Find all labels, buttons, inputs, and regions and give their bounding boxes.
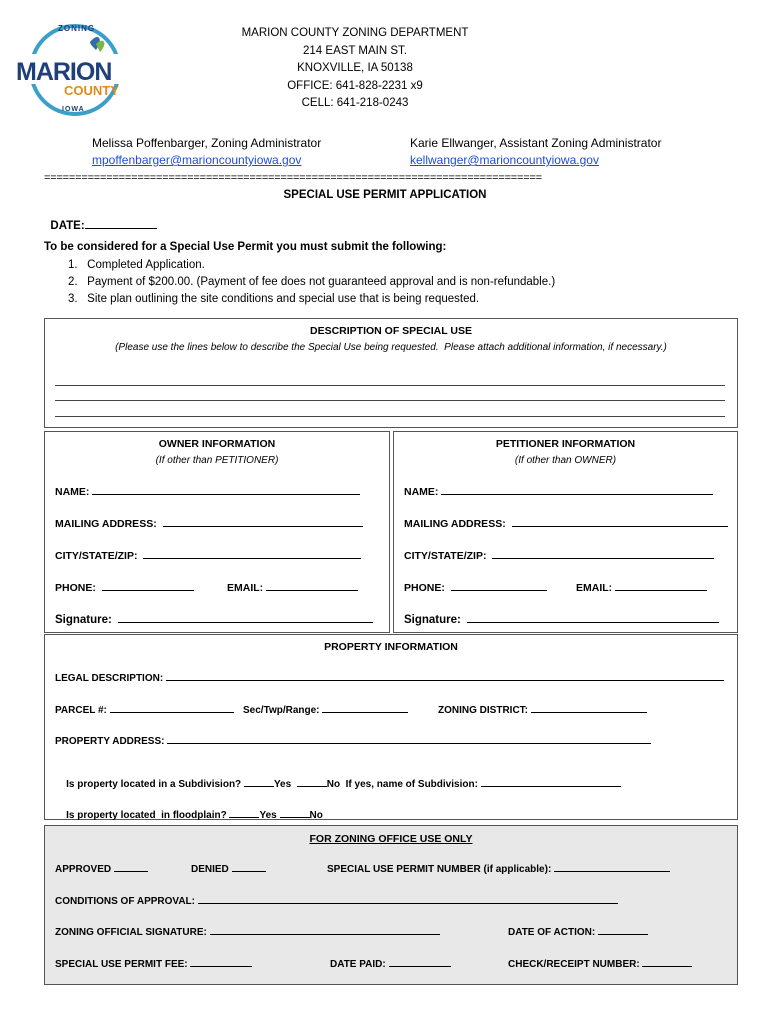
description-line[interactable] — [55, 400, 725, 401]
conditions-label: CONDITIONS OF APPROVAL: — [55, 896, 195, 907]
owner-city-label: CITY/STATE/ZIP: — [55, 550, 138, 562]
office-use-section — [44, 825, 738, 985]
receipt-number-label: CHECK/RECEIPT NUMBER: — [508, 959, 640, 970]
requirement-item: 3. Site plan outlining the site conditions and special use that is being requested. — [68, 293, 480, 305]
petitioner-name-label: NAME: — [404, 486, 439, 498]
property-address-field[interactable] — [55, 736, 651, 747]
owner-heading: OWNER INFORMATION — [158, 438, 276, 450]
owner-subheading: (If other than PETITIONER) — [155, 455, 279, 466]
logo-sub-text: COUNTY — [64, 83, 119, 98]
admin-email-link[interactable]: mpoffenbarger@marioncountyiowa.gov — [92, 153, 302, 167]
admin-name: Melissa Poffenbarger, Zoning Administrator — [92, 136, 322, 150]
logo-bottom-text: IOWA — [62, 106, 85, 113]
date-paid-field[interactable] — [330, 959, 451, 970]
parcel-label: PARCEL #: — [55, 705, 107, 716]
description-instructions: (Please use the lines below to describe the Special Use being requested. Please attach additional information, if necessary.) — [115, 342, 667, 353]
permit-number-label: SPECIAL USE PERMIT NUMBER (if applicable): — [327, 864, 552, 875]
petitioner-heading: PETITIONER INFORMATION — [495, 438, 636, 450]
owner-phone-field[interactable] — [55, 582, 194, 594]
petitioner-address-label: MAILING ADDRESS: — [404, 518, 506, 530]
petitioner-city-label: CITY/STATE/ZIP: — [404, 550, 487, 562]
permit-fee-label: SPECIAL USE PERMIT FEE: — [55, 959, 188, 970]
property-address-label: PROPERTY ADDRESS: — [55, 736, 165, 747]
owner-city-field[interactable] — [55, 550, 361, 562]
marion-county-logo — [18, 20, 133, 120]
divider: ================================================================================ — [44, 172, 542, 184]
logo-main-text: MARION — [16, 58, 112, 86]
subdivision-yes: Yes — [273, 779, 292, 790]
permit-number-field[interactable] — [327, 864, 670, 875]
zoning-district-field[interactable] — [438, 705, 647, 716]
petitioner-signature-label: Signature: — [404, 614, 461, 626]
legal-description-field[interactable] — [55, 673, 724, 684]
petitioner-address-field[interactable] — [404, 518, 728, 530]
petitioner-section — [393, 431, 738, 633]
petitioner-signature-field[interactable] — [404, 614, 719, 626]
dept-cell-phone: CELL: 641-218-0243 — [301, 97, 409, 109]
sec-twp-range-field[interactable] — [243, 705, 408, 716]
subdivision-question[interactable] — [55, 768, 621, 801]
dept-office-phone: OFFICE: 641-828-2231 x9 — [287, 79, 423, 92]
dept-city: KNOXVILLE, IA 50138 — [297, 62, 413, 74]
date-of-action-field[interactable] — [508, 927, 648, 938]
owner-section — [44, 431, 390, 633]
form-title: SPECIAL USE PERMIT APPLICATION — [283, 189, 487, 201]
property-heading: PROPERTY INFORMATION — [324, 641, 458, 653]
owner-signature-field[interactable] — [55, 614, 373, 626]
floodplain-no: No — [309, 810, 323, 821]
date-field[interactable] — [44, 208, 157, 232]
sec-twp-range-label: Sec/Twp/Range: — [243, 705, 320, 716]
official-signature-field[interactable] — [55, 927, 440, 938]
permit-fee-field[interactable] — [55, 959, 252, 970]
requirement-item: 2. Payment of $200.00. (Payment of fee does not guaranteed approval and is non-refundable.) — [68, 276, 556, 288]
receipt-number-field[interactable] — [508, 959, 692, 970]
approved-label: APPROVED — [55, 864, 112, 875]
department-header — [200, 25, 510, 113]
owner-email-label: EMAIL: — [227, 582, 264, 594]
floodplain-label: Is property located in floodplain? — [66, 810, 227, 821]
petitioner-city-field[interactable] — [404, 550, 714, 562]
conditions-field[interactable] — [55, 896, 618, 907]
logo-top-text: ZONING — [58, 24, 96, 33]
denied-label: DENIED — [191, 864, 229, 875]
requirement-item: 1. Completed Application. — [68, 259, 205, 271]
owner-email-field[interactable] — [227, 582, 358, 594]
owner-address-field[interactable] — [55, 518, 363, 530]
petitioner-email-field[interactable] — [576, 582, 707, 594]
denied-field[interactable] — [191, 864, 266, 875]
dept-name: MARION COUNTY ZONING DEPARTMENT — [241, 27, 469, 39]
dept-street: 214 EAST MAIN ST. — [303, 44, 407, 57]
legal-description-label: LEGAL DESCRIPTION: — [55, 673, 164, 684]
subdivision-label: Is property located in a Subdivision? — [66, 779, 242, 790]
assistant-email-link[interactable]: kellwanger@marioncountyiowa.gov — [410, 153, 599, 167]
subdivision-no: No — [326, 779, 341, 790]
date-label: DATE: — [50, 220, 85, 232]
date-paid-label: DATE PAID: — [330, 959, 386, 970]
subdivision-name-label: If yes, name of Subdivision: — [345, 779, 478, 790]
date-of-action-label: DATE OF ACTION: — [508, 927, 596, 938]
owner-address-label: MAILING ADDRESS: — [55, 518, 157, 530]
petitioner-phone-field[interactable] — [404, 582, 547, 594]
assistant-name: Karie Ellwanger, Assistant Zoning Administrator — [410, 136, 662, 150]
parcel-field[interactable] — [55, 705, 234, 716]
official-signature-label: ZONING OFFICIAL SIGNATURE: — [55, 927, 207, 938]
description-heading: DESCRIPTION OF SPECIAL USE — [310, 325, 472, 337]
zoning-district-label: ZONING DISTRICT: — [438, 705, 528, 716]
approved-field[interactable] — [55, 864, 148, 875]
property-section — [44, 634, 738, 820]
owner-signature-label: Signature: — [55, 614, 112, 626]
requirements-heading: To be considered for a Special Use Permit you must submit the following: — [44, 241, 447, 253]
owner-name-field[interactable] — [55, 486, 360, 498]
owner-phone-label: PHONE: — [55, 582, 96, 594]
petitioner-email-label: EMAIL: — [576, 582, 613, 594]
description-line[interactable] — [55, 416, 725, 417]
petitioner-subheading: (If other than OWNER) — [514, 455, 617, 466]
description-line[interactable] — [55, 385, 725, 386]
petitioner-name-field[interactable] — [404, 486, 713, 498]
office-use-heading: FOR ZONING OFFICE USE ONLY — [309, 833, 473, 845]
owner-name-label: NAME: — [55, 486, 90, 498]
description-section — [44, 318, 738, 428]
petitioner-phone-label: PHONE: — [404, 582, 445, 594]
floodplain-yes: Yes — [259, 810, 277, 821]
